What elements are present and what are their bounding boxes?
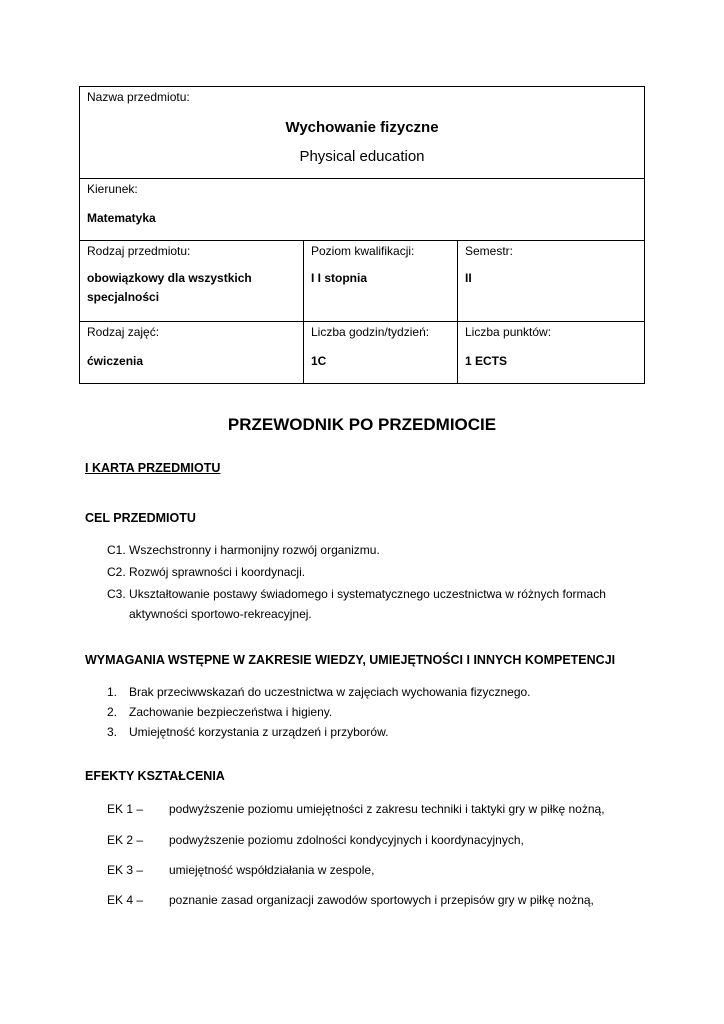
section-outcomes-heading: EFEKTY KSZTAŁCENIA [85, 769, 225, 783]
level-cell [304, 241, 458, 322]
requirement-number: 2. [107, 705, 118, 719]
outcome-item [107, 893, 647, 907]
type-label: Rodzaj przedmiotu: [87, 244, 191, 258]
level-label: Poziom kwalifikacji: [311, 244, 415, 258]
outcome-text: podwyższenie poziomu umiejętności z zakresu techniki i taktyki gry w piłkę nożną, [169, 802, 605, 816]
goal-item [107, 562, 627, 582]
page-title: PRZEWODNIK PO PRZEDMIOCIE [227, 415, 497, 434]
subject-row [80, 87, 645, 179]
requirement-item [107, 682, 627, 702]
level-value: I I stopnia [311, 271, 368, 285]
field-row [80, 179, 645, 241]
semester-cell [458, 241, 645, 322]
type-cell [80, 241, 304, 322]
semester-label: Semestr: [465, 244, 514, 258]
subject-label: Nazwa przedmiotu: [87, 90, 190, 104]
goal-code: C1. [107, 543, 126, 557]
outcome-text: podwyższenie poziomu zdolności kondycyjnych i koordynacyjnych, [169, 833, 524, 847]
goal-item [107, 584, 627, 624]
field-label: Kierunek: [87, 182, 138, 196]
goal-text: Wszechstronny i harmonijny rozwój organizmu. [129, 543, 380, 557]
type-row [80, 241, 645, 322]
points-value: 1 ECTS [465, 354, 508, 368]
outcome-code: EK 3 – [107, 863, 144, 877]
section-card-heading: I KARTA PRZEDMIOTU [85, 461, 221, 475]
goal-text: Ukształtowanie postawy świadomego i systematycznego uczestnictwa w różnych formach [129, 587, 606, 601]
field-value: Matematyka [87, 211, 156, 225]
outcome-text: poznanie zasad organizacji zawodów sportowych i przepisów gry w piłkę nożną, [169, 893, 594, 907]
outcome-code: EK 4 – [107, 893, 144, 907]
subject-name-en: Physical education [299, 148, 425, 165]
outcome-code: EK 1 – [107, 802, 144, 816]
requirement-text: Brak przeciwwskazań do uczestnictwa w zajęciach wychowania fizycznego. [129, 685, 531, 699]
points-cell [458, 322, 645, 384]
goal-code: C2. [107, 565, 126, 579]
hours-value: 1C [311, 354, 327, 368]
hours-label: Liczba godzin/tydzień: [311, 325, 430, 339]
subject-cell [80, 87, 645, 179]
requirement-item [107, 722, 627, 742]
requirement-text: Umiejętność korzystania z urządzeń i przyborów. [129, 725, 389, 739]
goal-code: C3. [107, 587, 126, 601]
hours-cell [304, 322, 458, 384]
requirement-item [107, 702, 627, 722]
course-info-table [79, 86, 645, 384]
goal-text: Rozwój sprawności i koordynacji. [129, 565, 306, 579]
class-value: ćwiczenia [87, 354, 144, 368]
requirement-number: 1. [107, 685, 118, 699]
section-requirements-heading: WYMAGANIA WSTĘPNE W ZAKRESIE WIEDZY, UMIEJĘTNOŚCI I INNYCH KOMPETENCJI [85, 653, 616, 667]
outcome-item [107, 802, 647, 816]
type-value: obowiązkowy dla wszystkich specjalności [87, 271, 252, 304]
requirement-number: 3. [107, 725, 118, 739]
points-label: Liczba punktów: [465, 325, 552, 339]
outcome-item [107, 833, 647, 847]
semester-value: II [465, 271, 472, 285]
class-cell [80, 322, 304, 384]
outcome-text: umiejętność współdziałania w zespole, [169, 863, 375, 877]
requirement-text: Zachowanie bezpieczeństwa i higieny. [129, 705, 333, 719]
subject-name-pl: Wychowanie fizyczne [285, 119, 439, 136]
class-row [80, 322, 645, 384]
section-goal-heading: CEL PRZEDMIOTU [85, 511, 196, 525]
goal-text-continued: aktywności sportowo-rekreacyjnej. [129, 607, 312, 621]
goal-item [107, 540, 627, 560]
field-cell [80, 179, 645, 241]
class-label: Rodzaj zajęć: [87, 325, 160, 339]
outcome-item [107, 863, 647, 877]
outcome-code: EK 2 – [107, 833, 144, 847]
